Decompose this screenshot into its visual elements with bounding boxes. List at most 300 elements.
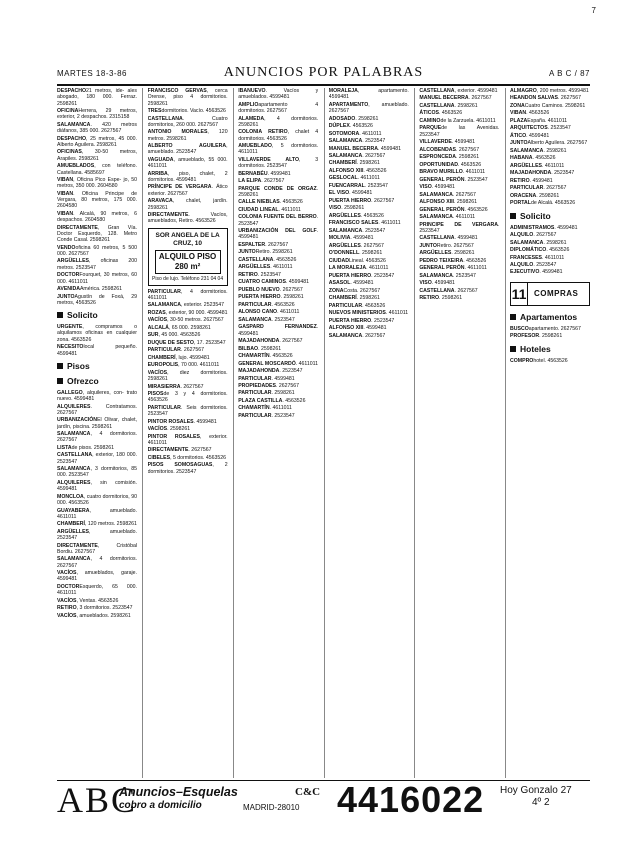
page-marker: 7: [591, 6, 596, 15]
ad-keyword: PEDRO TEIXEIRA: [419, 257, 464, 264]
ad-keyword: VACÍOS: [147, 317, 168, 324]
ad-text: oficina 60 metros, 5 500 000. 2627567: [57, 244, 137, 257]
classified-ad: [57, 613, 137, 619]
ad-keyword: SALAMANCA: [57, 121, 91, 128]
column-rule: [324, 88, 325, 778]
ad-keyword: SUR: [147, 332, 159, 339]
classified-ad: [238, 102, 318, 115]
classified-ad: [238, 249, 318, 255]
ad-keyword: PARTICULAR: [238, 301, 272, 308]
section-heading: [57, 310, 137, 321]
section-heading-label: Solicito: [520, 210, 551, 221]
classified-ad: [238, 279, 318, 285]
classified-ad: [329, 138, 409, 144]
classified-ad: [329, 295, 409, 301]
ad-text: . 4611011: [366, 265, 389, 272]
ad-keyword: BUSCO: [510, 325, 529, 332]
ad-keyword: ALMAGRO: [510, 88, 537, 94]
ad-text: . 4599481: [271, 375, 295, 382]
section-heading: [510, 344, 590, 355]
ad-text: , 45 000. 4563526: [158, 332, 201, 339]
ad-keyword: EL VISO: [328, 190, 350, 197]
classified-ad: [57, 480, 137, 493]
ad-keyword: DESPACHO: [57, 88, 87, 94]
classified-ad: [57, 108, 137, 121]
ad-keyword: VILLAVERDE: [419, 139, 452, 146]
ad-column-2: [148, 88, 228, 778]
ad-keyword: AVENIDA: [57, 286, 80, 293]
ad-text: . Vacíos, amueblados, Retiro. 4563526: [147, 212, 228, 225]
classified-ad: [329, 265, 409, 271]
ad-text: , 4 dormitorios. 2627567: [57, 431, 137, 444]
classified-ad: [238, 264, 318, 270]
ad-keyword: PARQUE CONDE DE ORGAZ: [238, 185, 317, 192]
classified-ad: [57, 245, 137, 258]
classified-ad: [329, 102, 409, 115]
classified-ad: [510, 247, 590, 253]
ad-text: , exterior. 2523547: [181, 302, 225, 309]
classified-ad: [329, 123, 409, 129]
ad-keyword: LA ELIPA: [238, 178, 262, 185]
classified-ad: [329, 205, 409, 211]
ad-keyword: GENERAL MOSCARDÓ: [238, 360, 296, 367]
footer-madrid: MADRID-28010: [243, 803, 300, 812]
ad-keyword: MAJADAHONDA: [238, 338, 280, 345]
ad-text: El Olivar, chalet, jardín, piscina. 2598261: [57, 417, 137, 430]
classified-ad: [510, 148, 590, 154]
ad-text: , 120 metros. 2598261: [84, 521, 137, 528]
classified-ad: [238, 143, 318, 156]
ad-text: Lineal. 4563526: [348, 257, 386, 264]
classified-ad: [510, 170, 590, 176]
classified-ad: [419, 147, 499, 153]
ad-keyword: ESPRONCEDA: [419, 154, 456, 161]
classified-ad: [238, 376, 318, 382]
classified-ad: [419, 88, 499, 94]
ad-box-line2: ALQUILO PISO 280 m²: [155, 250, 221, 274]
classified-ad: [510, 185, 590, 191]
ad-keyword: NUEVOS MINISTERIOS: [328, 310, 386, 317]
ad-keyword: LA MORALEJA: [328, 265, 367, 272]
classified-ad: [329, 243, 409, 249]
ad-text: . 2523547: [551, 170, 575, 177]
ad-text: Cuatro Caminos. 2598261: [524, 102, 586, 109]
ad-text: de 3 y 4 dormitorios. 4563526: [147, 391, 228, 404]
classified-ad: [148, 184, 228, 197]
ad-text: . 4563526: [269, 353, 293, 360]
ad-text: . 2523547: [419, 221, 500, 234]
ad-text: . 4563526: [282, 397, 306, 404]
classified-ad: [238, 353, 318, 359]
classified-ad: [419, 125, 499, 138]
classified-ad: [510, 269, 590, 275]
ad-keyword: MOLIVIA: [328, 235, 351, 242]
ad-text: , piso, chalet, 2 dormitorios. 4599481: [147, 170, 228, 183]
ad-keyword: IBANUEVO: [238, 88, 266, 94]
ad-keyword: HEANDON SALVAS: [510, 95, 558, 102]
classified-ad: [329, 303, 409, 309]
ad-keyword: ROZAS: [147, 309, 166, 316]
ad-keyword: ALFONSO XIII: [328, 167, 364, 174]
ad-text: . 4599481: [539, 269, 563, 276]
classified-ad: [238, 214, 318, 227]
ad-text: Retiro. 2627567: [436, 242, 474, 249]
classified-ad: [57, 598, 137, 604]
ad-text: . Cuatro dormitorios, 260 000. 2627567: [147, 115, 228, 128]
ad-keyword: VACÍOS: [147, 426, 168, 433]
classified-ad: [329, 183, 409, 189]
ad-text: . 2523547: [371, 272, 395, 279]
classified-ad: [148, 116, 228, 129]
ad-text: hotel. 4563526: [533, 357, 568, 364]
ad-keyword: PLAZA CASTILLA: [238, 397, 283, 404]
classified-ad: [57, 404, 137, 417]
ad-text: . Oficina Principe de Vergara, 80 metros, 175 000. 2604580: [57, 190, 137, 210]
classified-ad: [148, 108, 228, 114]
classified-ad: [510, 133, 590, 139]
ad-keyword: PISOS SOMOSAGUAS: [147, 462, 213, 469]
classified-ad: [419, 288, 499, 294]
ad-text: . 4563526: [439, 110, 463, 117]
ad-text: . 4611011: [357, 175, 380, 182]
ad-keyword: ALFONSO XIII: [328, 325, 364, 332]
classified-ad: [329, 220, 409, 226]
header-page: A B C / 87: [548, 69, 590, 78]
ad-keyword: CALLE NIEBLAS: [238, 199, 280, 206]
ad-keyword: AMUEBLADOS: [57, 163, 95, 170]
ad-text: . 4611011: [270, 264, 293, 271]
ad-text: . 2598261: [536, 192, 560, 199]
section-heading-label: Pisos: [67, 360, 90, 371]
ad-text: . 2627567: [468, 95, 492, 102]
ad-keyword: ARGÜELLES: [328, 242, 361, 249]
classified-ad: [238, 294, 318, 300]
ad-keyword: O'DONNELL: [328, 250, 360, 257]
ad-keyword: VIBAN: [510, 110, 527, 117]
classified-ad: [238, 383, 318, 389]
ad-text: . 2523547: [238, 214, 319, 227]
ad-keyword: SOTOMORA: [328, 130, 360, 137]
ad-keyword: HABANA: [510, 155, 533, 162]
ad-text: . 4563526: [463, 257, 487, 264]
classified-ad: [57, 136, 137, 149]
ad-text: , exterior, 90 000. 4599481: [165, 309, 228, 316]
ad-text: , 3 dormitorios, 85 000. 2523547: [57, 466, 137, 479]
classified-ad: [148, 405, 228, 418]
ad-keyword: ÁTICOS: [419, 110, 439, 117]
ad-keyword: URBANIZACIÓN DEL GOLF: [238, 228, 317, 235]
ad-keyword: JUNTO: [57, 293, 75, 300]
ad-keyword: SALAMANCA: [57, 431, 91, 438]
classified-ad: [329, 318, 409, 324]
ad-keyword: ARQUITECTOS: [510, 125, 548, 132]
classified-ad: [419, 118, 499, 124]
ad-text: , amueblado. 2523547: [147, 143, 228, 156]
ad-keyword: CASTELLANA: [238, 256, 274, 263]
classified-ad: [510, 95, 590, 101]
ad-text: Agustín de Foxá, 29 metros, 4563526: [57, 293, 137, 306]
classified-ad: [148, 370, 228, 383]
ad-text: de pisos. 2598261: [71, 444, 115, 451]
ad-text: , apartamento. 4599481: [328, 88, 409, 101]
ad-keyword: MANUEL BECERRA: [419, 95, 469, 102]
classified-ad: [329, 168, 409, 174]
classified-ad: [148, 157, 228, 170]
ad-text: , compramos o alquilamos oficinas en cualquier zona. 4563526: [57, 324, 137, 343]
classified-ad: [148, 325, 228, 331]
ad-keyword: PLAZA: [510, 117, 528, 124]
classified-ad: [57, 286, 137, 292]
classified-ad: [57, 445, 137, 451]
ad-keyword: VIBAN: [57, 210, 74, 217]
ad-text: Retiro. 2598261: [255, 249, 293, 256]
ad-text: . 4611011: [542, 162, 565, 169]
ad-keyword: DOCTOR: [57, 272, 80, 279]
ad-text: , amueblado. 4611011: [57, 507, 137, 520]
ad-keyword: CASTELLANA: [419, 88, 455, 94]
ad-text: . 4599481: [451, 139, 475, 146]
ad-keyword: ARGÜELLES: [328, 212, 361, 219]
ad-column-4: [329, 88, 409, 778]
classified-ad: [238, 405, 318, 411]
ad-text: . 2523547: [279, 368, 303, 375]
ad-keyword: FRANCESES: [510, 254, 542, 261]
classified-ad: [329, 258, 409, 264]
column-rule: [142, 88, 143, 778]
ad-keyword: ALCOBENDAS: [419, 146, 456, 153]
header-date: MARTES 18-3-86: [57, 69, 127, 78]
display-ad-box: [148, 228, 228, 286]
classified-ad: [238, 116, 318, 129]
ad-keyword: GUAYABERA: [57, 507, 90, 514]
classified-ad: [148, 212, 228, 225]
ad-text: local pequeño. 4599481: [57, 344, 137, 357]
column-rule: [233, 88, 234, 778]
ad-keyword: ALCALÁ: [147, 324, 169, 331]
ad-column-6: [510, 88, 590, 778]
classified-ad: [148, 332, 228, 338]
ad-text: , amueblado. 2627567: [328, 101, 409, 115]
ad-text: . 2598261: [167, 426, 191, 433]
ad-text: . 4611011: [462, 169, 486, 176]
classified-ad: [238, 368, 318, 374]
ad-text: . 2598261: [356, 295, 380, 302]
classified-ad: [57, 88, 137, 107]
classified-ad: [329, 333, 409, 339]
classified-ad: [57, 324, 137, 343]
classified-ad: [510, 333, 590, 339]
classified-ad: [238, 413, 318, 419]
ad-text: . Ático exterior. 2627567: [147, 184, 228, 197]
ad-keyword: COMPRO: [510, 357, 534, 364]
classified-ad: [148, 310, 228, 316]
classified-ad: [57, 584, 137, 597]
ad-text: . 4563526: [363, 167, 387, 174]
ad-keyword: VIBAN: [57, 190, 74, 197]
classified-ad: [148, 302, 228, 308]
ad-text: . 2598261: [451, 250, 475, 257]
footer-address-block: [500, 785, 572, 809]
ad-text: . 4599481: [350, 280, 374, 287]
classified-ad: [57, 556, 137, 569]
ad-keyword: VENDO: [57, 244, 76, 251]
classified-ad: [57, 466, 137, 479]
ad-keyword: URBANIZACIÓN: [57, 417, 98, 424]
ad-keyword: VISO: [328, 205, 342, 212]
ad-text: . 2627567: [275, 382, 300, 389]
ad-keyword: RETIRO: [238, 271, 258, 278]
ad-text: , amueblado, 55 000. 4611011: [147, 156, 228, 170]
ad-keyword: DÚPLEX: [328, 123, 350, 130]
ad-text: . 4563526: [532, 155, 556, 162]
classified-ad: [419, 250, 499, 256]
ad-text: . 4611011: [542, 254, 565, 261]
ad-text: , exterior. 4611011: [147, 433, 228, 446]
ad-keyword: ARGÜELLES: [57, 258, 89, 265]
ad-text: . 2598261: [280, 294, 304, 301]
ad-text: . 2598261: [453, 199, 478, 206]
ad-text: . 4611011: [378, 220, 401, 227]
ad-keyword: CHAMARTÍN: [238, 353, 270, 360]
ad-text: . 2627567: [533, 232, 557, 239]
ad-keyword: COLONIA FUENTE DEL BERRO: [238, 214, 317, 221]
footer-address: Hoy Gonzalo 27: [500, 785, 572, 796]
ad-text: . 4599481: [363, 325, 387, 332]
ad-text: de la Zarzuela. 4611011: [440, 117, 496, 124]
classified-ad: [419, 258, 499, 264]
ad-text: . Contratamos. 2627567: [57, 403, 137, 416]
ad-text: apartamento 4 dormitorios. 2627567: [238, 101, 319, 115]
ad-text: . 2523547: [371, 317, 395, 324]
ad-text: . 4611011: [269, 405, 292, 412]
ad-keyword: CAMINO: [419, 117, 441, 124]
ad-keyword: GENERAL PERÓN: [419, 265, 465, 272]
classified-ad: [57, 543, 137, 556]
ad-keyword: SALAMANCA: [147, 302, 182, 309]
classified-ad: [419, 162, 499, 168]
ad-text: apartamento. 2627567: [528, 325, 581, 332]
ad-text: . 2523547: [271, 412, 295, 419]
ad-keyword: ASASOL: [328, 280, 351, 287]
ad-keyword: ALQUILERES: [57, 479, 91, 486]
ad-keyword: CASTELLANA: [419, 287, 455, 294]
ad-box-line1: SOR ANGELA DE LA CRUZ, 10: [155, 231, 220, 247]
ad-keyword: AMUEBLADO: [238, 143, 272, 150]
ad-keyword: FRANCISCO SALES: [328, 220, 379, 227]
ad-keyword: GALLEGO: [57, 389, 83, 396]
ad-text: . 2523547: [362, 227, 386, 234]
classified-ad: [510, 232, 590, 238]
classified-ad: [419, 207, 499, 213]
ad-text: Herrera, 29 metros, exterior, 2 despachos. 2315158: [57, 108, 137, 121]
ad-keyword: ADOSADO: [328, 115, 356, 122]
classified-ad: [148, 340, 228, 346]
classified-ad: [419, 214, 499, 220]
classified-ad: [329, 153, 409, 159]
classified-ad: [329, 325, 409, 331]
classified-ad: [419, 95, 499, 101]
ad-text: . 4611011: [359, 130, 382, 137]
ad-text: , 4 dormitorios. 2627567: [57, 556, 137, 569]
classified-ad: [238, 398, 318, 404]
ad-text: . 2627567: [360, 242, 384, 249]
ad-text: . 2598261: [258, 345, 282, 352]
classified-ad: [510, 88, 590, 94]
ad-text: , 120 metros. 2598261: [147, 129, 228, 142]
ad-keyword: SALAMANCA: [57, 466, 91, 473]
ad-text: , Oficina Pico Espe- jo, 50 metros, 350 000. 2604580: [57, 176, 137, 190]
classified-ad: [510, 178, 590, 184]
classified-ad: [57, 605, 137, 611]
classified-ad: [510, 103, 590, 109]
ad-keyword: CASTELLANA: [57, 452, 93, 459]
section-heading: [57, 376, 137, 387]
classified-ad: [148, 362, 228, 368]
ad-text: . 4563526: [273, 256, 297, 263]
ad-keyword: BRAVO MURILLO: [419, 169, 463, 176]
classified-ad: [419, 139, 499, 145]
classified-ad: [57, 431, 137, 444]
ad-keyword: ADMINISTRAMOS: [510, 224, 555, 231]
ad-keyword: PUERTA HIERRO: [328, 317, 372, 324]
ad-text: . 2598261: [439, 295, 463, 302]
classified-ad: [329, 160, 409, 166]
ad-keyword: SALAMANCA: [328, 152, 363, 159]
ad-keyword: VACÍOS: [57, 570, 77, 577]
classified-ad: [329, 88, 409, 101]
ad-text: . 4599481: [350, 235, 374, 242]
ad-keyword: NECESITO: [57, 344, 84, 351]
ad-text: , 5 dormitorios. 4563526: [170, 454, 227, 461]
compras-label: COMPRAS: [534, 288, 579, 298]
classified-ad: [238, 186, 318, 199]
ad-keyword: ÁTICO: [510, 132, 527, 139]
classified-ad: [148, 419, 228, 425]
classified-ad: [329, 131, 409, 137]
ad-text: . 4563526: [458, 161, 482, 168]
ad-text: España. 4611011: [527, 117, 568, 124]
classified-ad: [419, 103, 499, 109]
classified-ad: [238, 302, 318, 308]
ad-text: , oficinas 200 metros. 2523547: [57, 258, 137, 271]
ad-keyword: ALQUILO: [510, 232, 534, 239]
classified-ad: [238, 317, 318, 323]
ad-text: dormitorios. Vacío. 4563526: [161, 108, 226, 115]
ad-text: . 2627567: [180, 347, 205, 354]
ad-keyword: PISOS: [147, 391, 164, 398]
ad-text: 21 metros, ide- ales abogado, 180 000. Ferraz. 2598261: [57, 88, 137, 107]
ad-text: . 2598261: [539, 333, 563, 340]
ad-text: . 4599481: [267, 170, 291, 177]
ad-keyword: PRINCIPE DE VERGARA: [419, 221, 498, 228]
ad-column-3: [238, 88, 318, 778]
ad-text: , 4 dormitorios. 2598261: [238, 115, 319, 128]
ad-keyword: ARGÜELLES: [238, 264, 271, 271]
ad-text: . 2627567: [188, 447, 212, 454]
classified-ad: [329, 235, 409, 241]
classified-ad: [419, 273, 499, 279]
ad-keyword: FUENCARRAL: [328, 182, 365, 189]
classified-ad: [510, 110, 590, 116]
ad-keyword: PUERTA HIERRO: [328, 272, 372, 279]
ad-keyword: PROPIEDADES: [238, 382, 276, 389]
ad-keyword: PUERTA HIERRO: [238, 294, 281, 301]
ad-keyword: ARGÜELLES: [57, 528, 89, 535]
ad-keyword: SALAMANCA: [57, 556, 91, 563]
classified-ad: [510, 200, 590, 206]
ad-keyword: ALAMEDA: [238, 115, 265, 122]
ad-text: . 4599481: [349, 190, 373, 197]
